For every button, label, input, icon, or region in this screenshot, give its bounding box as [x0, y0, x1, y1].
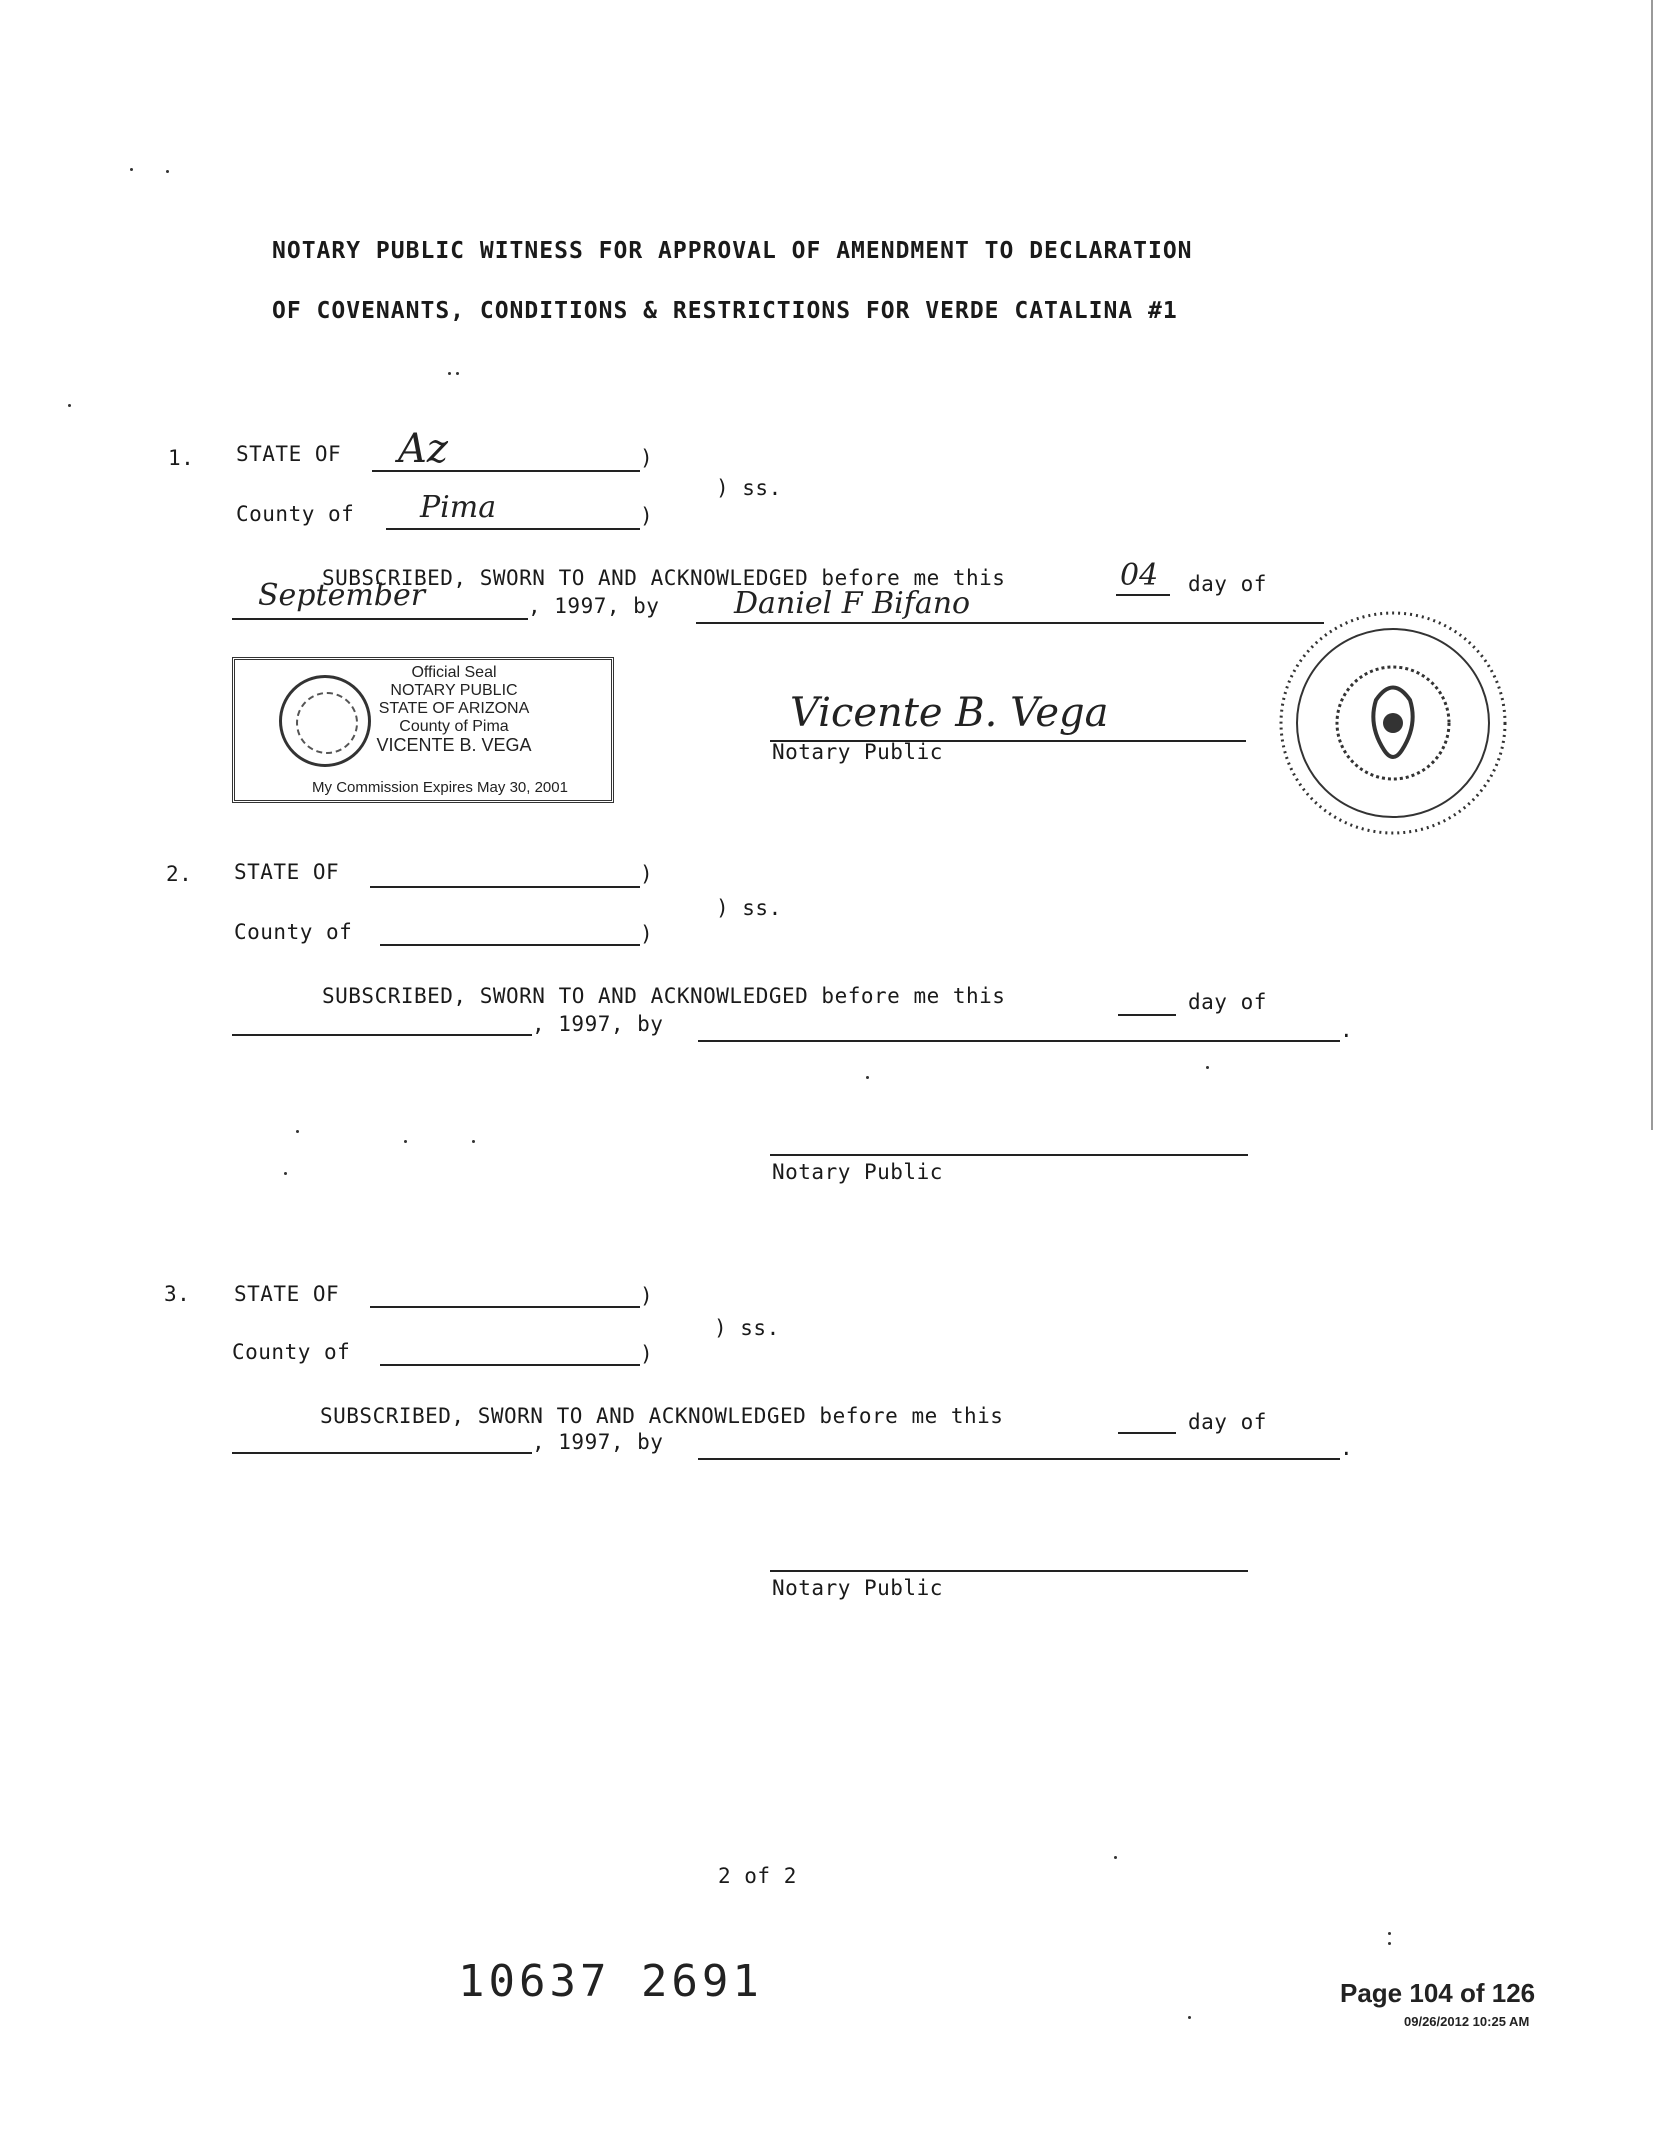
- county-field-line: [386, 528, 640, 530]
- paren: ): [640, 1342, 654, 1366]
- notary-signature: Vicente B. Vega: [790, 690, 1109, 736]
- scan-speck: [472, 1140, 475, 1143]
- scan-speck: [68, 404, 71, 407]
- paren: ): [640, 862, 654, 886]
- day-field-line[interactable]: [1118, 1432, 1176, 1434]
- scan-speck: [1206, 1066, 1209, 1069]
- state-of-label: STATE OF: [234, 1282, 340, 1306]
- day-field-value: 04: [1120, 558, 1159, 593]
- county-of-label: County of: [232, 1340, 351, 1364]
- page-of-text: 2 of 2: [718, 1864, 797, 1888]
- scan-speck: [404, 1140, 407, 1143]
- county-field-line[interactable]: [380, 1364, 640, 1366]
- scan-speck: [296, 1130, 299, 1133]
- official-seal-stamp: [232, 657, 614, 803]
- month-field-line[interactable]: [232, 1452, 532, 1454]
- stamp-line: Official Seal: [411, 664, 497, 681]
- stamp-commission-line: My Commission Expires May 30, 2001: [312, 779, 568, 796]
- notary-public-label: Notary Public: [772, 1160, 943, 1184]
- period: .: [1340, 1018, 1354, 1042]
- day-of-label: day of: [1188, 1410, 1267, 1434]
- county-field-value: Pima: [420, 490, 497, 525]
- day-field-line[interactable]: [1118, 1014, 1176, 1016]
- by-field-line[interactable]: [698, 1040, 1340, 1042]
- county-of-label: County of: [234, 920, 353, 944]
- subscribed-text: SUBSCRIBED, SWORN TO AND ACKNOWLEDGED before me this: [322, 984, 1006, 1008]
- month-field-value: September: [258, 578, 426, 613]
- document-title-line-1: NOTARY PUBLIC WITNESS FOR APPROVAL OF AMENDMENT TO DECLARATION: [272, 238, 1193, 264]
- notary-public-label: Notary Public: [772, 740, 943, 764]
- section-number: 2.: [166, 862, 193, 886]
- scan-speck: [1114, 1856, 1117, 1859]
- ss-label: ) ss.: [716, 476, 782, 500]
- day-of-label: day of: [1188, 572, 1267, 596]
- day-of-label: day of: [1188, 990, 1267, 1014]
- section-number: 1.: [168, 446, 195, 470]
- signature-line[interactable]: [770, 1570, 1248, 1572]
- scan-speck: [866, 1076, 869, 1079]
- scan-speck: [1388, 1942, 1391, 1945]
- state-field-line[interactable]: [370, 886, 640, 888]
- stamp-line: STATE OF ARIZONA: [378, 700, 530, 717]
- paren: ): [640, 922, 654, 946]
- county-of-label: County of: [236, 502, 355, 526]
- paren: ): [640, 504, 654, 528]
- by-field-value: Daniel F Bifano: [734, 586, 971, 621]
- subscribed-text: SUBSCRIBED, SWORN TO AND ACKNOWLEDGED before me this: [322, 566, 1006, 590]
- county-field-line[interactable]: [380, 944, 640, 946]
- page-timestamp: 09/26/2012 10:25 AM: [1404, 2014, 1530, 2029]
- scan-speck: [448, 372, 451, 375]
- stamp-line: VICENTE B. VEGA: [376, 735, 532, 755]
- day-field-line: [1116, 594, 1170, 596]
- year-by-text: , 1997, by: [532, 1012, 664, 1036]
- month-field-line: [232, 618, 528, 620]
- ss-label: ) ss.: [714, 1316, 780, 1340]
- scan-speck: [1388, 1932, 1391, 1935]
- scan-speck: [1188, 2016, 1191, 2019]
- scan-speck: [166, 170, 169, 173]
- state-of-label: STATE OF: [236, 442, 342, 466]
- notary-embossed-seal-icon: [1248, 605, 1538, 845]
- notary-public-label: Notary Public: [772, 1576, 943, 1600]
- month-field-line[interactable]: [232, 1034, 532, 1036]
- scan-edge-line: [1651, 0, 1653, 1130]
- by-field-line[interactable]: [698, 1458, 1340, 1460]
- record-number: 10637 2691: [458, 1956, 763, 2007]
- stamp-line: County of Pima: [399, 718, 509, 735]
- state-field-line[interactable]: [370, 1306, 640, 1308]
- section-number: 3.: [164, 1282, 191, 1306]
- paren: ): [640, 446, 654, 470]
- document-title-line-2: OF COVENANTS, CONDITIONS & RESTRICTIONS FOR VERDE CATALINA #1: [272, 298, 1178, 324]
- ss-label: ) ss.: [716, 896, 782, 920]
- by-field-line: [696, 622, 1324, 624]
- year-by-text: , 1997, by: [532, 1430, 664, 1454]
- period: .: [1340, 1436, 1354, 1460]
- scan-speck: [130, 168, 133, 171]
- paren: ): [640, 1284, 654, 1308]
- scan-speck: [456, 372, 459, 375]
- state-of-label: STATE OF: [234, 860, 340, 884]
- stamp-line: NOTARY PUBLIC: [390, 682, 518, 699]
- scan-speck: [284, 1172, 287, 1175]
- year-by-text: , 1997, by: [528, 594, 660, 618]
- signature-line[interactable]: [770, 1154, 1248, 1156]
- subscribed-text: SUBSCRIBED, SWORN TO AND ACKNOWLEDGED before me this: [320, 1404, 1004, 1428]
- page-number-label: Page 104 of 126: [1340, 1978, 1536, 2008]
- state-field-value: Az: [398, 426, 448, 472]
